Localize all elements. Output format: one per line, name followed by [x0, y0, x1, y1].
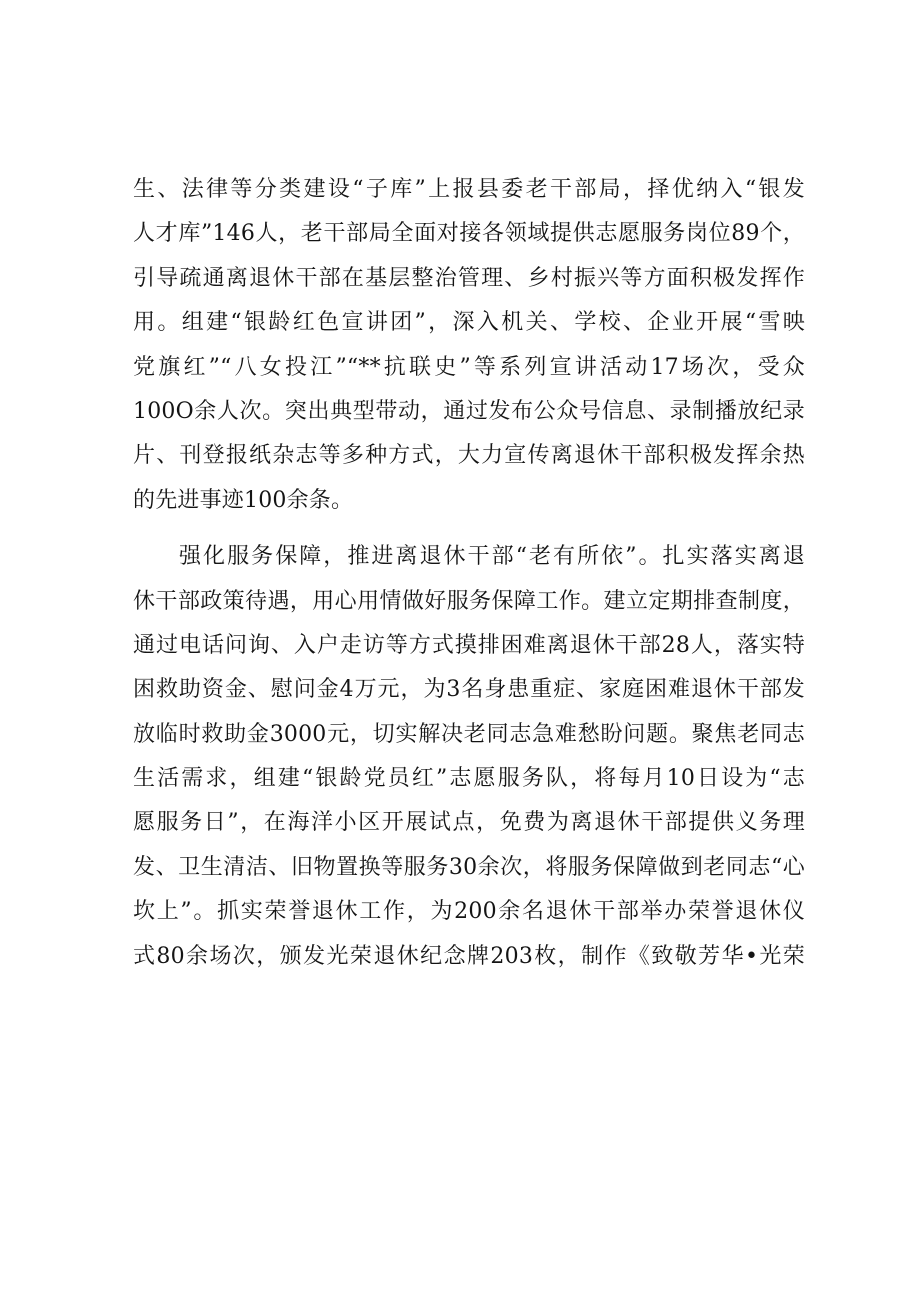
text-line: 休干部政策待遇，用心用情做好服务保障工作。建立定期排查制度，	[133, 588, 805, 614]
text-line: 片、刊登报纸杂志等多种方式，大力宣传离退休干部积极发挥余热	[133, 443, 805, 469]
text-line: 放临时救助金3000元，切实解决老同志急难愁盼问题。聚焦老同志	[133, 721, 805, 747]
text-line: 引导疏通离退休干部在基层整治管理、乡村振兴等方面积极发挥作	[133, 265, 805, 291]
text-line: 人才库”146人，老干部局全面对接各领域提供志愿服务岗位89个，	[133, 221, 805, 247]
text-line: 式80余场次，颁发光荣退休纪念牌203枚，制作《致敬芳华•光荣	[133, 943, 805, 969]
text-line: 坎上”。抓实荣誉退休工作，为200余名退休干部举办荣誉退休仪	[133, 899, 805, 925]
text-line: 生活需求，组建“银龄党员红”志愿服务队，将每月10日设为“志	[133, 766, 805, 792]
text-line: 困救助资金、慰问金4万元，为3名身患重症、家庭困难退休干部发	[133, 677, 805, 703]
text-line: 的先进事迹100余条。	[133, 487, 354, 513]
text-line: 通过电话问询、入户走访等方式摸排困难离退休干部28人，落实特	[133, 632, 805, 658]
document-body	[133, 168, 805, 979]
paragraph-service-guarantee	[133, 535, 805, 979]
paragraph-talent-pool	[133, 168, 805, 523]
text-line: 强化服务保障，推进离退休干部“老有所依”。扎实落实离退	[179, 544, 805, 570]
text-line: 党旗红”“八女投江”“**抗联史”等系列宣讲活动17场次，受众	[133, 354, 805, 380]
text-line: 用。组建“银龄红色宣讲团”，深入机关、学校、企业开展“雪映	[133, 310, 805, 336]
paragraph-spacing	[133, 523, 805, 535]
text-line: 生、法律等分类建设“子库”上报县委老干部局，择优纳入“银发	[133, 177, 805, 202]
text-line: 发、卫生清洁、旧物置换等服务30余次，将服务保障做到老同志“心	[133, 854, 805, 880]
text-line: 愿服务日”，在海洋小区开展试点，免费为离退休干部提供义务理	[133, 810, 805, 836]
text-line: 100O余人次。突出典型带动，通过发布公众号信息、录制播放纪录	[133, 398, 805, 424]
